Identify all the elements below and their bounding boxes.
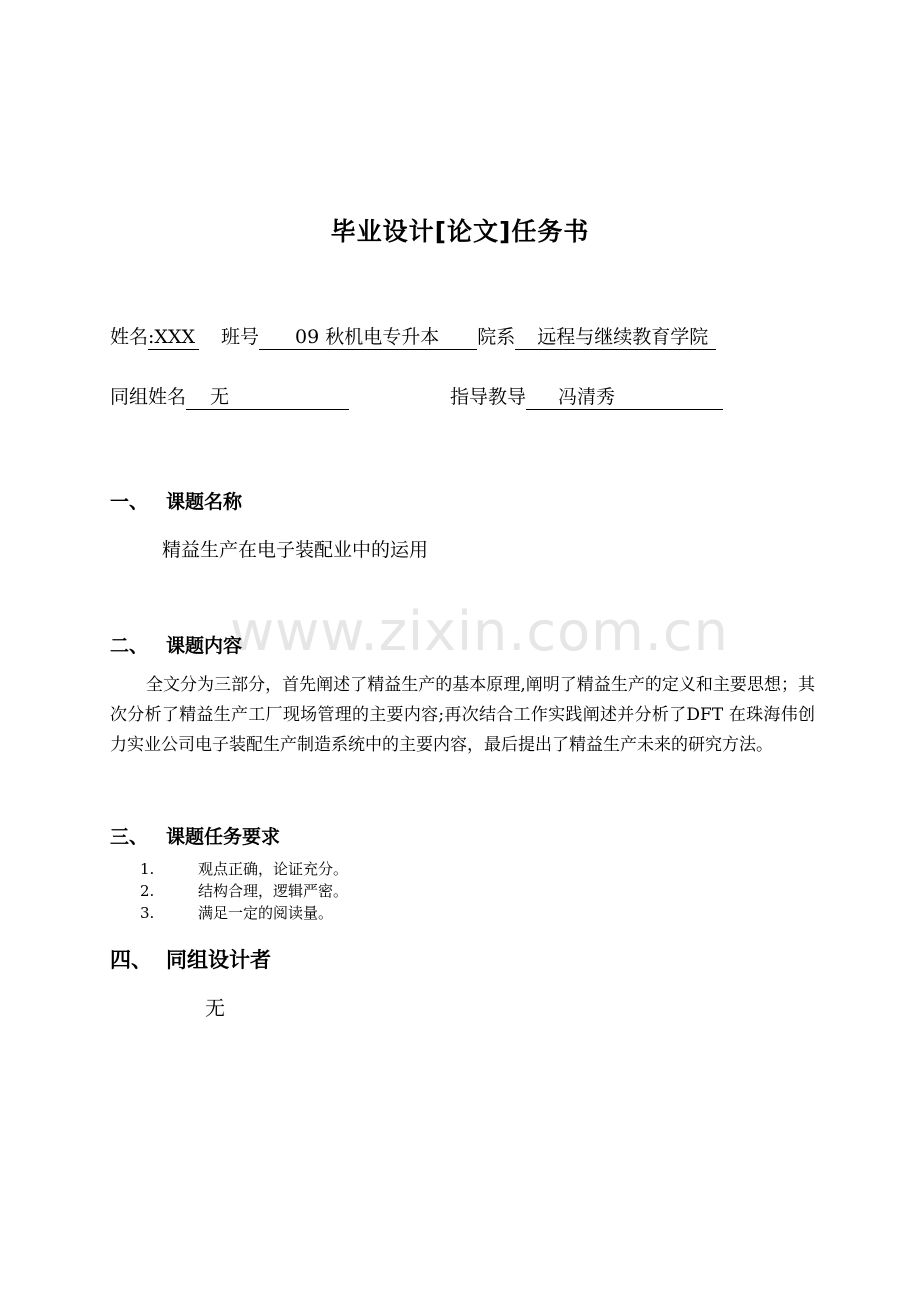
list-item-text: 满足一定的阅读量。 <box>198 904 334 922</box>
group-label: 同组姓名 <box>110 386 187 408</box>
section-3-title: 课题任务要求 <box>166 826 281 848</box>
info-row-1 <box>110 322 716 350</box>
section-2-title: 课题内容 <box>166 635 243 657</box>
name-label: 姓名 <box>110 326 149 348</box>
group-value: 无 <box>186 385 349 410</box>
section-2-number: 二、 <box>110 635 149 657</box>
dept-label: 院系 <box>477 326 516 348</box>
section-4-heading <box>110 944 271 974</box>
list-item-index: 2. <box>140 882 155 900</box>
advisor-label: 指导教导 <box>450 386 527 408</box>
list-item <box>140 880 348 902</box>
class-value: 09 秋机电专升本 <box>259 325 477 350</box>
info-row-2 <box>110 382 349 410</box>
list-item <box>140 858 348 880</box>
list-item-text: 结构合理，逻辑严密。 <box>198 882 349 900</box>
section-1-content: 精益生产在电子装配业中的运用 <box>162 539 429 561</box>
dept-value: 远程与继续教育学院 <box>515 325 716 350</box>
class-label: 班号 <box>221 326 260 348</box>
section-2-heading <box>110 631 242 658</box>
section-1-heading <box>110 487 242 514</box>
section-4-content: 无 <box>205 996 225 1020</box>
section-2-content: 全文分为三部分，首先阐述了精益生产的基本原理,阐明了精益生产的定义和主要思想；其次分析了精益生产工厂现场管理的主要内容;再次结合工作实践阐述并分析了DFT 在珠海伟创力实业公司电子装配生产制造系统中的主要内容，最后提出了精益生产未来的研究方法。 <box>110 675 815 755</box>
advisor-value: 冯清秀 <box>526 385 723 410</box>
section-4-title: 同组设计者 <box>166 948 271 972</box>
section-3-heading <box>110 822 280 849</box>
list-item-index: 1. <box>140 860 155 878</box>
section-1-number: 一、 <box>110 491 149 513</box>
section-1-title: 课题名称 <box>166 491 243 513</box>
section-3-number: 三、 <box>110 826 149 848</box>
list-item <box>140 902 348 924</box>
info-row-2-advisor <box>450 382 723 410</box>
requirements-list <box>140 858 348 924</box>
list-item-index: 3. <box>140 904 155 922</box>
name-value: :XXX <box>148 325 199 350</box>
list-item-text: 观点正确，论证充分。 <box>198 860 349 878</box>
page-title: 毕业设计[论文]任务书 <box>330 217 590 246</box>
section-4-number: 四、 <box>110 948 152 972</box>
watermark: www.zixin.com.cn <box>230 600 729 663</box>
